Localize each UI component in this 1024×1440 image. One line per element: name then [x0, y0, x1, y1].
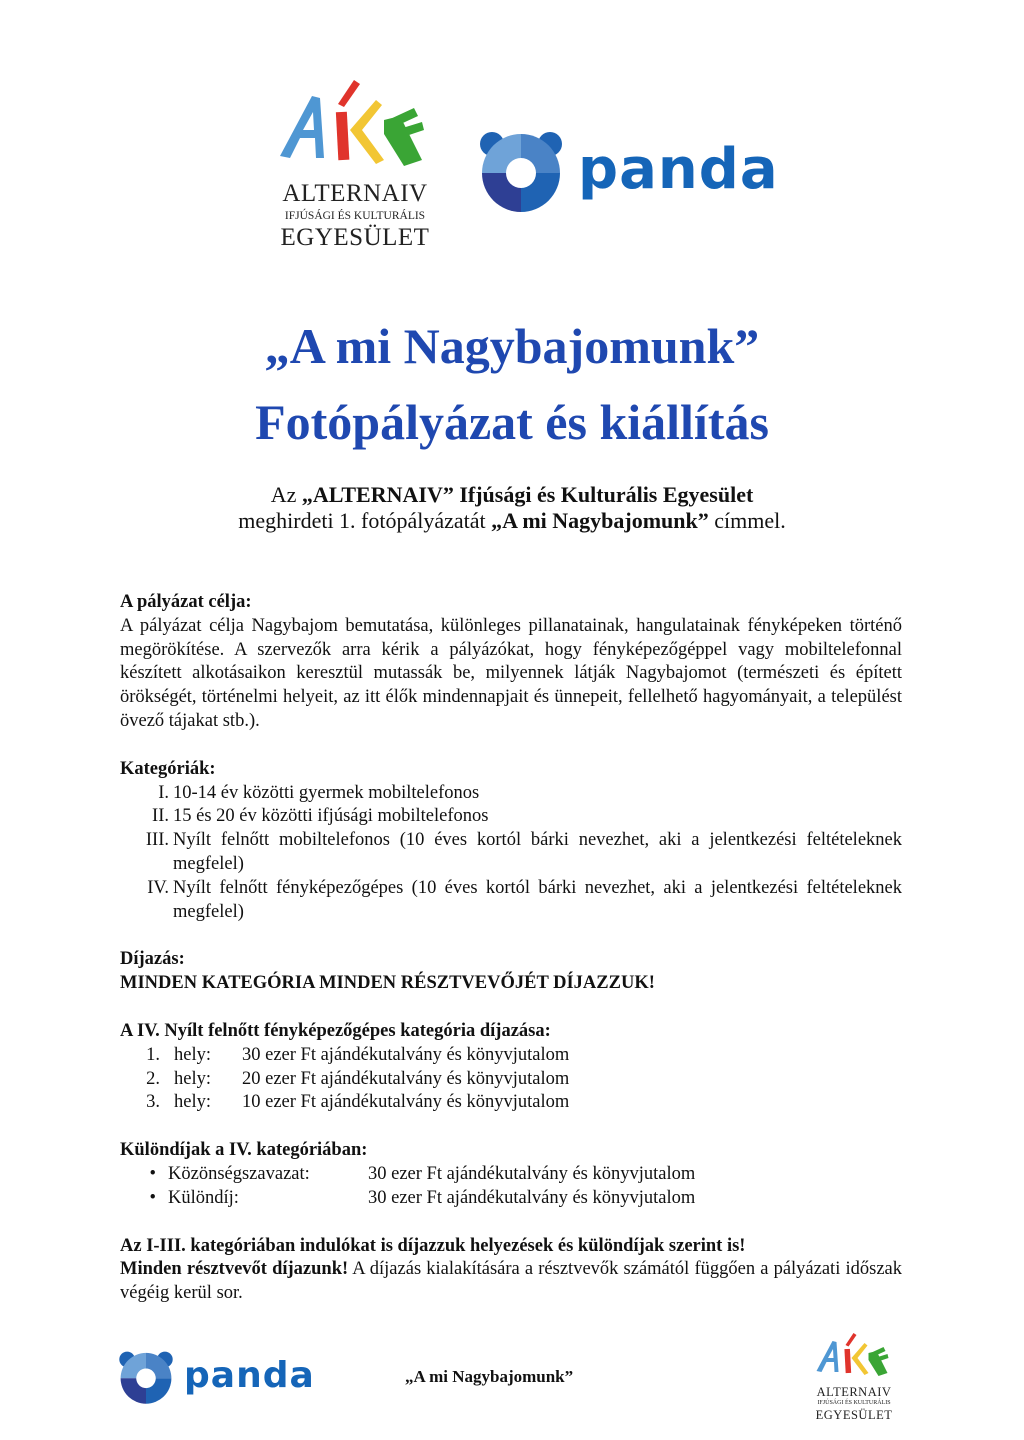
panda-wordmark: panda: [578, 136, 779, 202]
prize-row: 1. hely: 30 ezer Ft ajándékutalvány és könyvjutalom: [146, 1044, 570, 1065]
aike-letters-icon: [272, 74, 438, 174]
category-item: III. Nyílt felnőtt mobiltelefonos (10 éves kortól bárki nevezhet, aki a jelentkezési feltételeknek megfelel): [145, 830, 902, 874]
panda-bear-icon: [118, 1350, 174, 1404]
goal-heading: A pályázat célja:: [120, 592, 252, 612]
contest-name: „A mi Nagybajomunk”: [491, 508, 709, 533]
aike-name-line3: EGYESÜLET: [815, 1408, 893, 1422]
goal-text: A pályázat célja Nagybajom bemutatása, különleges pillanatainak, hangulatainak fényképeken történő megörökítése. A szervezők arra kérik a pályázókat, hogy fényképezőgéppel vagy mobiltelefonnal készített alkotásaikon keresztül mutassák be, milyennek látják Nagybajomot (természeti és épített örökségét, történelmi helyeit, az itt élők mindennapjait és ünnepeit, fellelhető hagyományait, a települést övező tájakat stb.).: [120, 615, 902, 731]
page-title-line1: „A mi Nagybajomunk”: [264, 318, 760, 374]
bullet-icon: •: [149, 1163, 156, 1184]
panda-wordmark: panda: [184, 1355, 315, 1396]
prize-row: 3. hely: 10 ezer Ft ajándékutalvány és könyvjutalom: [146, 1092, 570, 1113]
footer-panda-logo: [118, 1350, 315, 1404]
organization-name: „ALTERNAIV” Ifjúsági és Kulturális Egyesület: [301, 482, 754, 507]
panda-bear-icon: [478, 130, 564, 212]
panda-logo: [478, 130, 779, 212]
cat4-awards-heading: A IV. Nyílt felnőtt fényképezőgépes kategória díjazása:: [120, 1020, 551, 1041]
awards-heading: Díjazás:: [120, 949, 185, 970]
bullet-icon: •: [149, 1187, 156, 1208]
category-item: II. 15 és 20 év közötti ifjúsági mobiltelefonos: [152, 806, 489, 827]
aike-name-line1: ALTERNAIV: [282, 180, 428, 207]
intro-line1: Az „ALTERNAIV” Ifjúsági és Kulturális Egyesület: [270, 482, 754, 507]
category-item: IV. Nyílt felnőtt fényképezőgépes (10 éves kortól bárki nevezhet, aki a jelentkezési feltételeknek megfelel): [147, 877, 902, 922]
closing-line1: Az I-III. kategóriában indulókat is díjazzuk helyezések és különdíjak szerint is!: [120, 1235, 746, 1256]
categories-heading: Kategóriák:: [120, 758, 216, 779]
page-title-line2: Fotópályázat és kiállítás: [255, 394, 769, 450]
special-award-item: • Különdíj: 30 ezer Ft ajándékutalvány és könyvjutalom: [120, 1187, 902, 1211]
intro-line2: meghirdeti 1. fotópályázatát „A mi Nagybajomunk” címmel.: [238, 508, 786, 533]
document-body: [120, 591, 902, 1306]
category-item: I. 10-14 év közötti gyermek mobiltelefonos: [158, 782, 480, 803]
aike-letters-icon: [812, 1330, 896, 1380]
special-awards-heading: Különdíjak a IV. kategóriában:: [120, 1140, 368, 1161]
special-award-item: • Közönségszavazat: 30 ezer Ft ajándékutalvány és könyvjutalom: [120, 1163, 902, 1187]
aike-logo: [272, 74, 438, 251]
footer-aike-logo: [812, 1330, 896, 1422]
aike-name-line1: ALTERNAIV: [816, 1385, 892, 1399]
footer-title: „A mi Nagybajomunk”: [405, 1367, 574, 1386]
aike-name-line2: IFJÚSÁGI ÉS KULTURÁLIS: [817, 1400, 891, 1406]
aike-name-line3: EGYESÜLET: [280, 224, 430, 251]
closing-paragraph: Minden résztvevőt díjazunk! A díjazás kialakítására a résztvevők számától függően a pályázati időszak végéig kerül sor.: [120, 1259, 902, 1304]
prize-row: 2. hely: 20 ezer Ft ajándékutalvány és könyvjutalom: [146, 1068, 570, 1089]
awards-banner: MINDEN KATEGÓRIA MINDEN RÉSZTVEVŐJÉT DÍJAZZUK!: [120, 973, 655, 994]
aike-name-line2: IFJÚSÁGI ÉS KULTURÁLIS: [284, 210, 426, 222]
